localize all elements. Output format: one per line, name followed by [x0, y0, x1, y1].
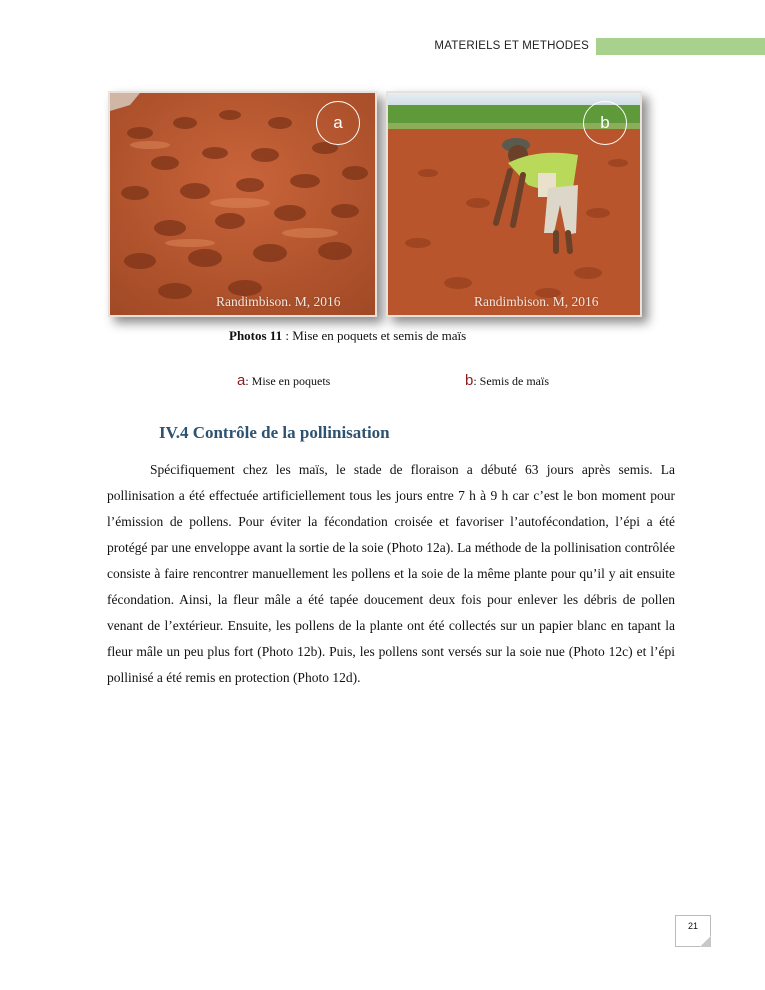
page-number: 21 [687, 921, 698, 931]
caption-text: : Mise en poquets et semis de maïs [282, 328, 467, 343]
caption-label: Photos 11 [229, 328, 283, 343]
section-heading: IV.4 Contrôle de la pollinisation [159, 423, 390, 442]
legend-letter-a: a [237, 372, 246, 389]
legend-text-b: : Semis de maïs [473, 374, 550, 388]
photo-sowing [386, 91, 642, 317]
legend-letter-b: b [465, 372, 474, 389]
legend-item-b [465, 372, 549, 390]
photo-badge-a: a [316, 101, 360, 145]
legend-text-a: : Mise en poquets [245, 374, 331, 388]
photo-credit-a: Randimbison. M, 2016 [216, 294, 341, 309]
body-paragraph: Spécifiquement chez les maïs, le stade de floraison a débuté 63 jours après semis. La pollinisation a été effectuée artificiellement tous les jours entre 7 h à 9 h car c’est le bon moment pour l’émission de pollens. Pour éviter la fécondation croisée et favoriser l’autofécondation, l’épi a été protégé par une enveloppe avant la sortie de la soie (Photo 12a). La méthode de la pollinisation contrôlée consiste à faire rencontrer manuellement les pollens et la soie de la même plante pour qu’il y ait ensuite fécondation. Ainsi, la fleur mâle a été tapée doucement deux fois pour enlever les débris de pollen venant de l’extérieur. Ensuite, les pollens de la plante ont été collectés sur un papier blanc en tapant la fleur mâle un peu plus fort (Photo 12b). Puis, les pollens sont versés sur la soie nue (Photo 12c) et l’épi pollinisé a été remis en protection (Photo 12d). [107, 462, 675, 685]
photo-badge-b: b [583, 101, 627, 145]
page-number-box [675, 915, 711, 947]
photo-planting-holes [108, 91, 377, 317]
legend-item-a [237, 372, 330, 390]
page-curl-icon [700, 936, 711, 947]
photo-credit-b: Randimbison. M, 2016 [474, 294, 599, 309]
header-accent-bar [596, 38, 765, 55]
header-title: MATERIELS ET METHODES [434, 40, 589, 52]
photo-caption [229, 327, 535, 345]
page-header [0, 37, 765, 55]
